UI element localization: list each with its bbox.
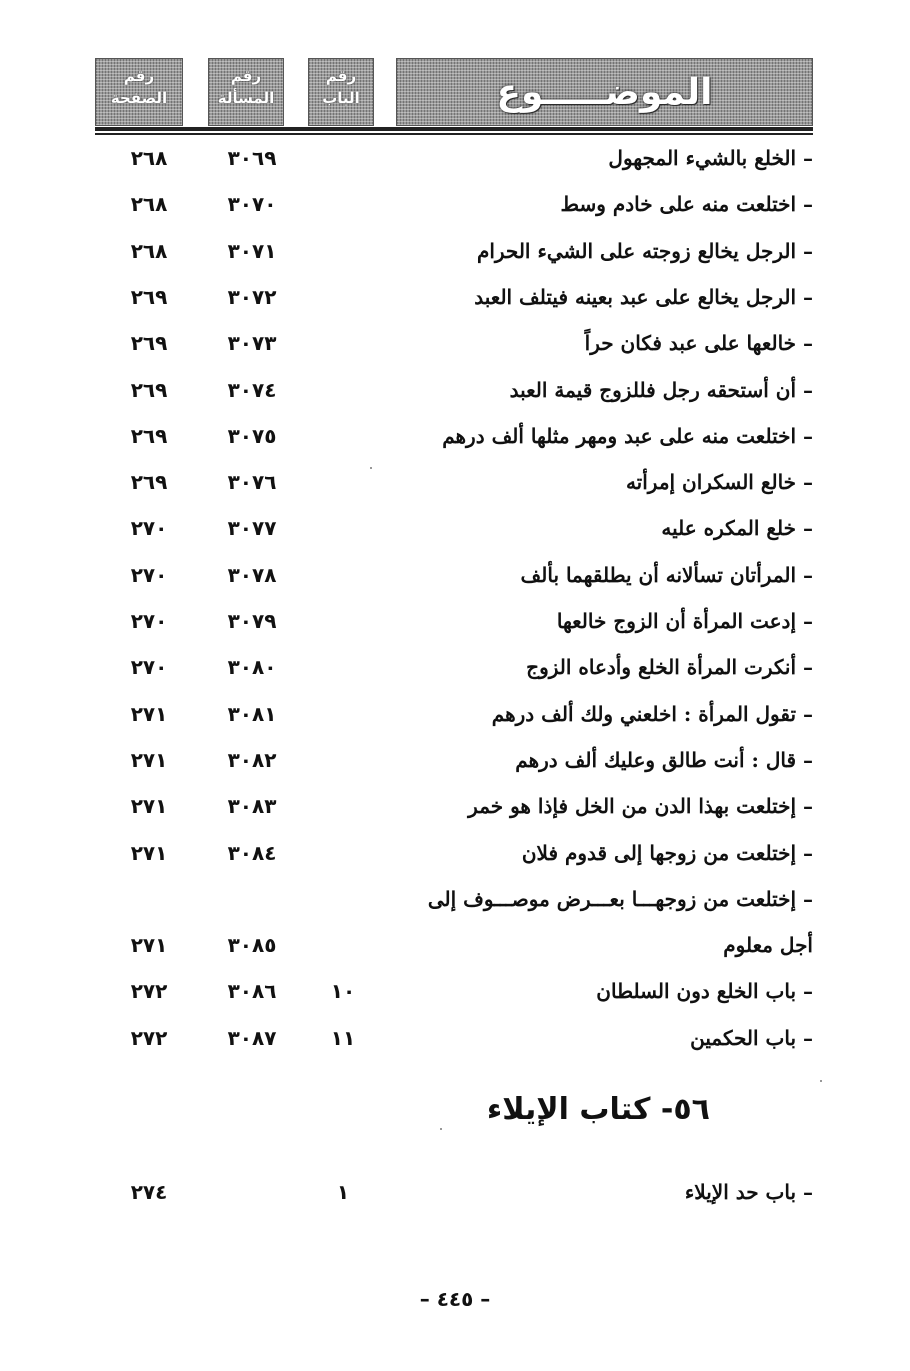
row-issue-number: ٣٠٨٧ xyxy=(227,1025,277,1050)
row-issue-number: ٣٠٨٠ xyxy=(227,655,277,680)
row-bab-number: ١ xyxy=(336,1180,350,1204)
header-bab-line2: الباب xyxy=(322,89,360,107)
row-topic: – خالعها على عبد فكان حراً xyxy=(584,331,813,356)
row-topic: – باب الخلع دون السلطان xyxy=(596,979,813,1004)
row-topic: – أن أستحقه رجل فللزوج قيمة العبد xyxy=(509,377,813,402)
row-issue-number: ٣٠٧٩ xyxy=(227,609,277,633)
row-page-number: ٢٦٩ xyxy=(130,423,168,448)
row-topic: – إختلعت من زوجها إلى قدوم فلان xyxy=(521,840,813,865)
row-issue-number: ٣٠٨٦ xyxy=(227,979,277,1004)
row-page-number: ٢٦٩ xyxy=(130,331,168,356)
row-topic: – إختلعت من زوجهـــا بعـــرض موصـــوف إلى xyxy=(427,886,813,911)
row-page-number: ٢٧١ xyxy=(130,747,168,772)
row-page-number: ٢٧١ xyxy=(130,840,168,865)
header-bab-column xyxy=(308,58,374,126)
table-row xyxy=(95,740,813,780)
table-row xyxy=(95,184,813,224)
row-topic: – باب حد الإيلاء xyxy=(684,1180,813,1204)
row-topic: أجل معلوم xyxy=(723,933,813,958)
row-page-number: ٢٧٢ xyxy=(130,979,168,1004)
row-issue-number: ٣٠٨٣ xyxy=(227,794,277,819)
row-page-number: ٢٧٤ xyxy=(130,1180,168,1204)
row-topic: – الرجل يخالع زوجته على الشيء الحرام xyxy=(476,238,813,263)
table-row xyxy=(95,647,813,687)
row-bab-number: ١١ xyxy=(330,1025,356,1050)
table-row xyxy=(95,971,813,1011)
row-issue-number: ٣٠٦٩ xyxy=(227,146,277,170)
row-topic: – خلع المكره عليه xyxy=(661,516,813,541)
row-topic: – قال : أنت طالق وعليك ألف درهم xyxy=(515,747,813,772)
header-page-line1: رقم xyxy=(123,67,155,85)
header-rule-thick xyxy=(95,127,813,131)
table-row xyxy=(95,138,813,178)
row-issue-number: ٣٠٧٨ xyxy=(227,562,277,587)
row-issue-number: ٣٠٧٢ xyxy=(227,284,277,309)
table-row xyxy=(95,879,813,919)
row-topic: – خالع السكران إمرأته xyxy=(625,470,813,495)
page-number: – ٤٤٥ – xyxy=(419,1287,491,1311)
row-topic: – أنكرت المرأة الخلع وأدعاه الزوج xyxy=(526,655,813,680)
print-speck xyxy=(820,1080,822,1082)
row-topic: – الرجل يخالع على عبد بعينه فيتلف العبد xyxy=(474,284,813,309)
table-header xyxy=(95,58,813,128)
header-topic-title: الموضـــــوع xyxy=(496,72,713,113)
row-issue-number: ٣٠٧٤ xyxy=(227,377,277,402)
header-page-line2: الصفحة xyxy=(110,89,168,107)
header-page-column xyxy=(95,58,183,126)
table-row xyxy=(95,833,813,873)
header-topic-column xyxy=(396,58,813,126)
row-issue-number: ٣٠٨٤ xyxy=(227,840,277,865)
row-issue-number: ٣٠٧٥ xyxy=(227,423,277,448)
table-row xyxy=(95,231,813,271)
print-speck xyxy=(440,1128,442,1130)
row-topic: – إختلعت بهذا الدن من الخل فإذا هو خمر xyxy=(468,794,813,819)
table-row xyxy=(95,1018,813,1058)
row-issue-number: ٣٠٨٢ xyxy=(227,747,277,772)
row-issue-number: ٣٠٧٧ xyxy=(227,516,277,541)
table-row xyxy=(95,786,813,826)
row-issue-number: ٣٠٧٣ xyxy=(227,331,277,356)
table-row xyxy=(95,508,813,548)
row-topic: – الخلع بالشيء المجهول xyxy=(608,146,813,170)
row-issue-number: ٣٠٧٠ xyxy=(227,192,277,217)
table-row xyxy=(95,601,813,641)
row-page-number: ٢٦٩ xyxy=(130,470,168,495)
header-issue-line1: رقم xyxy=(230,67,262,85)
header-bab-line1: رقم xyxy=(325,67,357,85)
table-row xyxy=(95,416,813,456)
row-page-number: ٢٧١ xyxy=(130,701,168,726)
row-page-number: ٢٧١ xyxy=(130,933,168,958)
row-page-number: ٢٧٢ xyxy=(130,1025,168,1050)
header-rule-thin xyxy=(95,133,813,135)
table-row xyxy=(95,694,813,734)
row-page-number: ٢٧٠ xyxy=(130,516,168,541)
row-topic: – تقول المرأة : اخلعني ولك ألف درهم xyxy=(491,701,813,726)
row-issue-number: ٣٠٨١ xyxy=(227,701,277,726)
section-title: ٥٦- كتاب الإيلاء xyxy=(486,1092,710,1127)
row-topic: – المرأتان تسألانه أن يطلقهما بألف xyxy=(520,562,813,587)
row-page-number: ٢٦٩ xyxy=(130,377,168,402)
table-row xyxy=(95,323,813,363)
row-issue-number: ٣٠٧١ xyxy=(227,238,277,263)
row-page-number: ٢٦٨ xyxy=(130,146,168,170)
row-page-number: ٢٧١ xyxy=(130,794,168,819)
row-topic: – إدعت المرأة أن الزوج خالعها xyxy=(556,609,813,633)
table-row xyxy=(95,462,813,502)
row-topic: – اختلعت منه على عبد ومهر مثلها ألف درهم xyxy=(442,423,813,448)
table-row xyxy=(95,925,813,965)
row-page-number: ٢٧٠ xyxy=(130,609,168,633)
row-bab-number: ١٠ xyxy=(330,979,356,1004)
header-issue-line2: المسألة xyxy=(217,89,275,107)
row-page-number: ٢٦٩ xyxy=(130,284,168,309)
table-row xyxy=(95,370,813,410)
table-row xyxy=(95,277,813,317)
row-page-number: ٢٧٠ xyxy=(130,655,168,680)
table-row xyxy=(95,1172,813,1212)
table-row xyxy=(95,555,813,595)
row-issue-number: ٣٠٧٦ xyxy=(227,470,277,495)
row-page-number: ٢٦٨ xyxy=(130,238,168,263)
row-page-number: ٢٦٨ xyxy=(130,192,168,217)
header-issue-column xyxy=(208,58,284,126)
row-topic: – باب الحكمين xyxy=(690,1025,813,1050)
row-issue-number: ٣٠٨٥ xyxy=(227,933,277,958)
row-topic: – اختلعت منه على خادم وسط xyxy=(560,192,813,217)
row-page-number: ٢٧٠ xyxy=(130,562,168,587)
print-speck xyxy=(370,467,372,469)
